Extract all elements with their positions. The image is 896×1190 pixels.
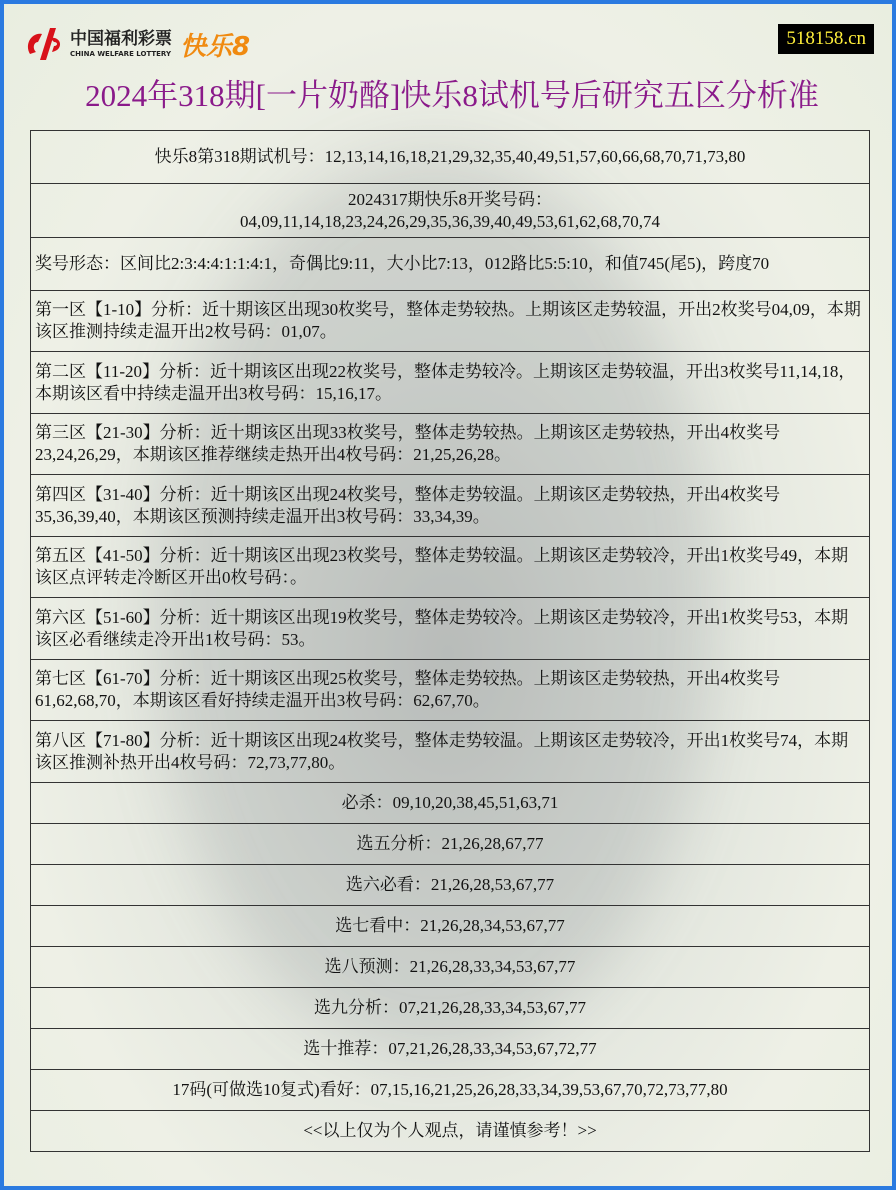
zone-analysis: 第六区【51-60】分析：近十期该区出现19枚奖号，整体走势较冷。上期该区走势较冷，开出1枚奖号53，本期该区必看继续走冷开出1枚号码：53。 (31, 598, 870, 660)
site-badge[interactable]: 518158.cn (778, 24, 874, 54)
pick-5: 选五分析：21,26,28,67,77 (31, 824, 870, 865)
logo-game-name: 快乐8 (180, 31, 251, 62)
zone-analysis: 第七区【61-70】分析：近十期该区出现25枚奖号，整体走势较热。上期该区走势较热，开出4枚奖号61,62,68,70，本期该区看好持续走温开出3枚号码：62,67,70。 (31, 660, 870, 721)
zone-analysis: 第一区【1-10】分析：近十期该区出现30枚奖号，整体走势较热。上期该区走势较温，开出2枚奖号04,09，本期该区推测持续走温开出2枚号码：01,07。 (31, 291, 870, 352)
pick-6: 选六必看：21,26,28,53,67,77 (31, 865, 870, 906)
page-title: 2024年318期[一片奶酪]快乐8试机号后研究五区分析准 (85, 78, 819, 113)
welfare-lottery-logo-icon (22, 24, 64, 64)
logo-chinese-text: 中国福利彩票 (70, 28, 172, 49)
kill-numbers: 必杀：09,10,20,38,45,51,63,71 (31, 783, 870, 824)
disclaimer: <<以上仅为个人观点，请谨慎参考！>> (31, 1111, 870, 1152)
zone-analysis: 第三区【21-30】分析：近十期该区出现33枚奖号，整体走势较热。上期该区走势较热，开出4枚奖号23,24,26,29，本期该区推荐继续走热开出4枚号码：21,25,26,28。 (31, 414, 870, 475)
zone-analysis: 第八区【71-80】分析：近十期该区出现24枚奖号，整体走势较温。上期该区走势较冷，开出1枚奖号74，本期该区推测补热开出4枚号码：72,73,77,80。 (31, 721, 870, 783)
draw-pattern: 奖号形态：区间比2:3:4:4:1:1:4:1，奇偶比9:11，大小比7:13，012路比5:5:10，和值745(尾5)，跨度70 (31, 238, 870, 291)
zone-analysis: 第五区【41-50】分析：近十期该区出现23枚奖号，整体走势较温。上期该区走势较冷，开出1枚奖号49，本期该区点评转走冷断区开出0枚号码：。 (31, 537, 870, 598)
zone-analysis: 第四区【31-40】分析：近十期该区出现24枚奖号，整体走势较温。上期该区走势较热，开出4枚奖号35,36,39,40，本期该区预测持续走温开出3枚号码：33,34,39。 (31, 475, 870, 537)
lottery-logo (22, 24, 250, 64)
trial-numbers: 快乐8第318期试机号：12,13,14,16,18,21,29,32,35,40,49,51,57,60,66,68,70,71,73,80 (31, 131, 870, 184)
analysis-table (30, 130, 870, 1152)
logo-english-text: CHINA WELFARE LOTTERY (70, 49, 172, 58)
zone-analysis: 第二区【11-20】分析：近十期该区出现22枚奖号，整体走势较冷。上期该区走势较温，开出3枚奖号11,14,18，本期该区看中持续走温开出3枚号码：15,16,17。 (31, 352, 870, 414)
pick-8: 选八预测：21,26,28,33,34,53,67,77 (31, 947, 870, 988)
pick-17-codes: 17码(可做选10复式)看好：07,15,16,21,25,26,28,33,34,39,53,67,70,72,73,77,80 (31, 1070, 870, 1111)
pick-10: 选十推荐：07,21,26,28,33,34,53,67,72,77 (31, 1029, 870, 1070)
draw-numbers: 04,09,11,14,18,23,24,26,29,35,36,39,40,49,53,61,62,68,70,74 (239, 211, 661, 231)
pick-9: 选九分析：07,21,26,28,33,34,53,67,77 (31, 988, 870, 1029)
pick-7: 选七看中：21,26,28,34,53,67,77 (31, 906, 870, 947)
previous-draw (31, 184, 870, 238)
draw-title: 2024317期快乐8开奖号码： (348, 189, 552, 209)
